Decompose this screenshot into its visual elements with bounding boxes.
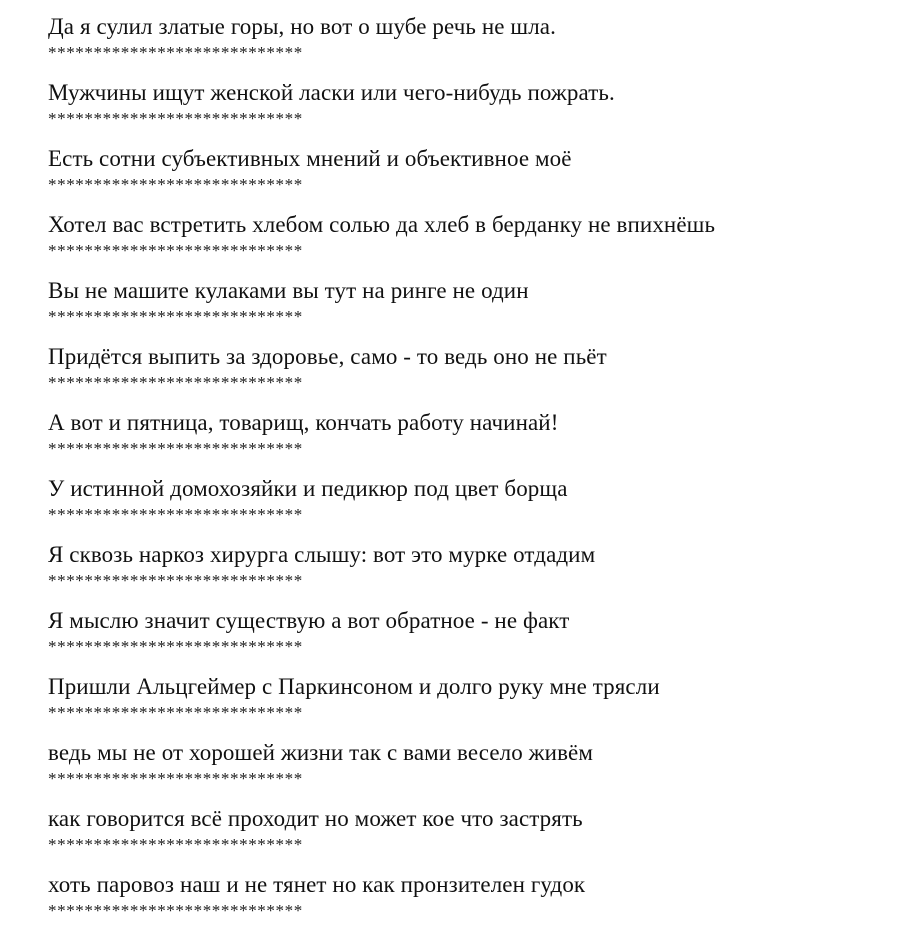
text-entry xyxy=(48,210,923,276)
text-line: Вы не машите кулаками вы тут на ринге не один xyxy=(48,278,529,303)
text-entry xyxy=(48,606,923,672)
asterisk-separator: **************************** xyxy=(48,637,303,656)
text-entry xyxy=(48,672,923,738)
text-line: Хотел вас встретить хлебом солью да хлеб в берданку не впихнёшь xyxy=(48,212,716,237)
asterisk-separator: **************************** xyxy=(48,835,303,854)
asterisk-separator: **************************** xyxy=(48,175,303,194)
text-line: хоть паровоз наш и не тянет но как пронзителен гудок xyxy=(48,872,586,897)
text-entry xyxy=(48,78,923,144)
text-entry xyxy=(48,474,923,540)
text-entry xyxy=(48,738,923,804)
asterisk-separator: **************************** xyxy=(48,109,303,128)
text-line: Я сквозь наркоз хирурга слышу: вот это мурке отдадим xyxy=(48,542,596,567)
text-entry xyxy=(48,342,923,408)
text-line: как говорится всё проходит но может кое что застрять xyxy=(48,806,583,831)
text-line: ведь мы не от хорошей жизни так с вами весело живём xyxy=(48,740,594,765)
text-line: Да я сулил златые горы, но вот о шубе речь не шла. xyxy=(48,14,556,39)
asterisk-separator: **************************** xyxy=(48,241,303,260)
text-entry xyxy=(48,408,923,474)
asterisk-separator: **************************** xyxy=(48,373,303,392)
asterisk-separator: **************************** xyxy=(48,43,303,62)
text-line: А вот и пятница, товарищ, кончать работу начинай! xyxy=(48,410,559,435)
asterisk-separator: **************************** xyxy=(48,901,303,920)
asterisk-separator: **************************** xyxy=(48,307,303,326)
text-line: Придётся выпить за здоровье, само - то ведь оно не пьёт xyxy=(48,344,607,369)
asterisk-separator: **************************** xyxy=(48,505,303,524)
text-entry xyxy=(48,804,923,870)
text-entry xyxy=(48,870,923,936)
text-entry xyxy=(48,12,923,78)
asterisk-separator: **************************** xyxy=(48,571,303,590)
text-entry xyxy=(48,144,923,210)
text-line: Мужчины ищут женской ласки или чего-нибудь пожрать. xyxy=(48,80,615,105)
text-line: У истинной домохозяйки и педикюр под цвет борща xyxy=(48,476,568,501)
document-body xyxy=(48,12,923,936)
text-line: Пришли Альцгеймер с Паркинсоном и долго руку мне трясли xyxy=(48,674,660,699)
text-line: Я мыслю значит существую а вот обратное - не факт xyxy=(48,608,570,633)
asterisk-separator: **************************** xyxy=(48,439,303,458)
text-entry xyxy=(48,276,923,342)
asterisk-separator: **************************** xyxy=(48,703,303,722)
text-entry xyxy=(48,540,923,606)
asterisk-separator: **************************** xyxy=(48,769,303,788)
text-line: Есть сотни субъективных мнений и объективное моё xyxy=(48,146,572,171)
